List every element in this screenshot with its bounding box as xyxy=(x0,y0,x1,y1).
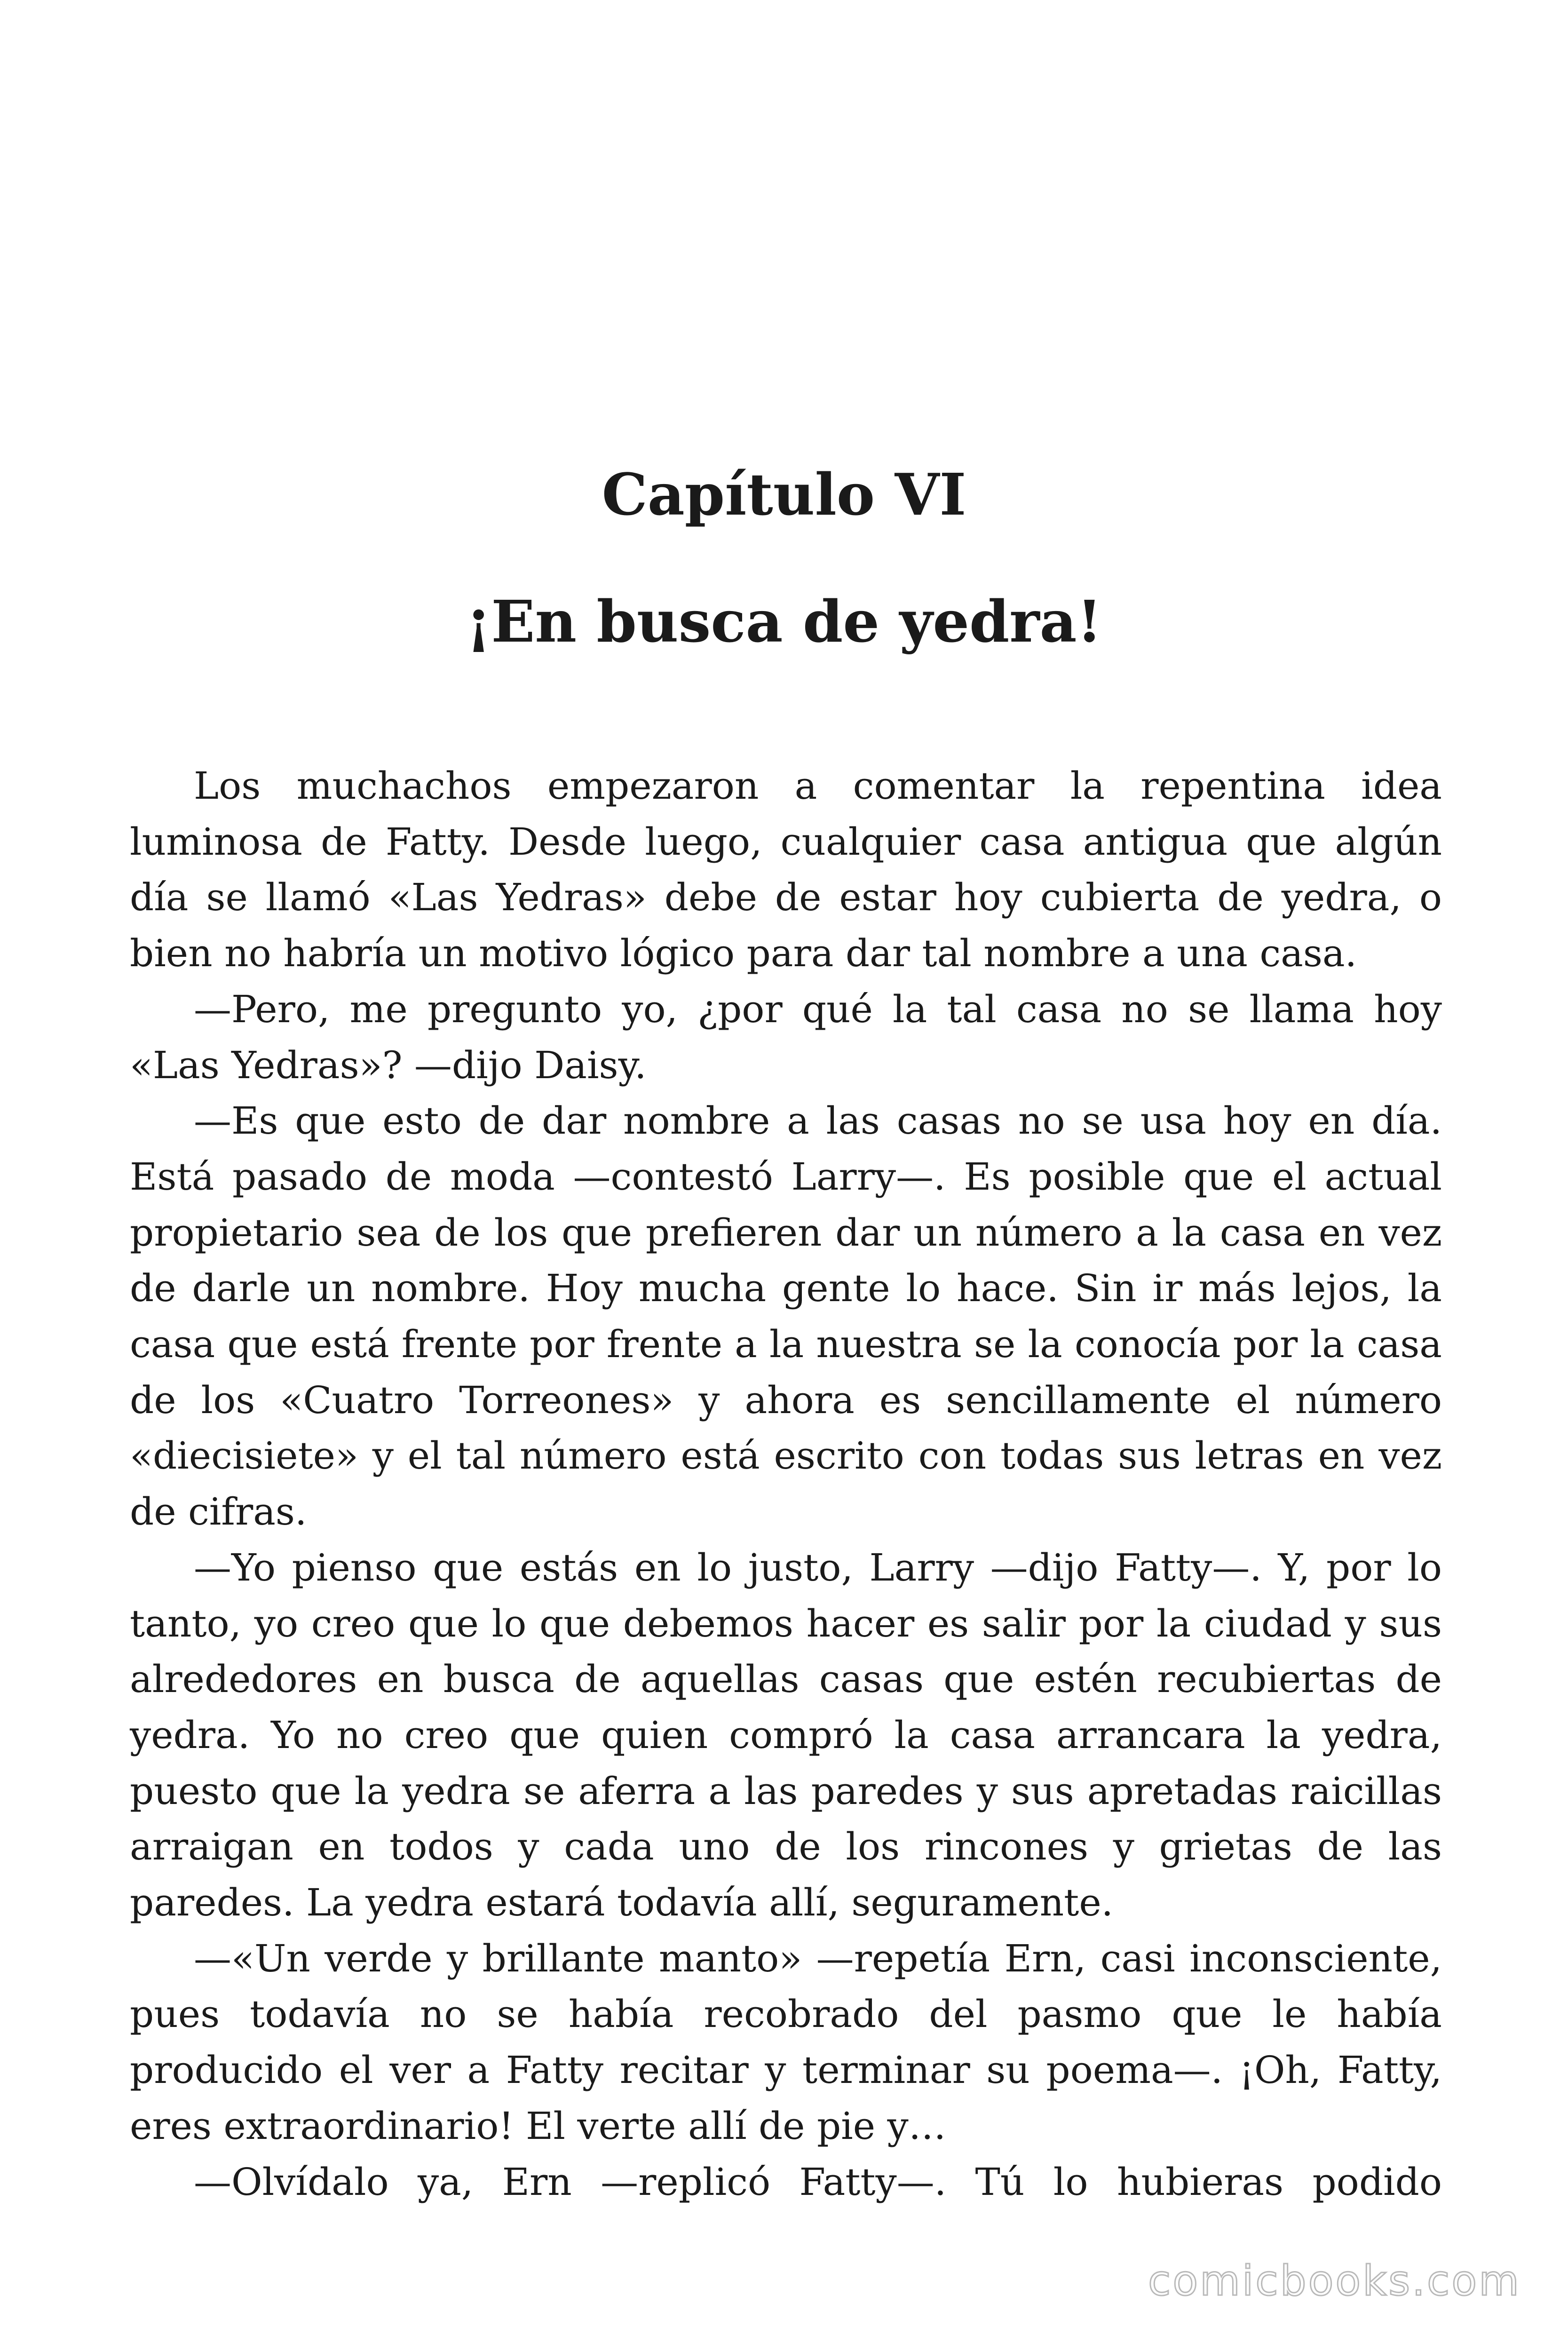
paragraph: —Yo pienso que estás en lo justo, Larry —dijo Fatty—. Y, por lo tanto, yo creo que lo que debemos hacer es salir por la ciudad y sus alrededores en busca de aquellas casas que estén recubiertas de yedra. Yo no creo que quien compró la casa arrancara la yedra, puesto que la yedra se aferra a las paredes y sus apretadas raicillas arraigan en todos y cada uno de los rincones y grietas de las paredes. La yedra estará todavía allí, seguramente. xyxy=(130,1545,1442,1925)
paragraph: —Pero, me pregunto yo, ¿por qué la tal casa no se llama hoy «Las Yedras»? —dijo Daisy. xyxy=(130,987,1442,1087)
watermark-text: comicbooks.com xyxy=(1148,2257,1521,2305)
chapter-number: Capítulo VI xyxy=(602,461,966,528)
paragraph: —Olvídalo ya, Ern —replicó Fatty—. Tú lo hubieras podido xyxy=(194,2160,1442,2204)
chapter-title: ¡En busca de yedra! xyxy=(466,588,1102,655)
chapter-body xyxy=(130,758,1442,2210)
paragraph: —Es que esto de dar nombre a las casas no se usa hoy en día. Está pasado de moda —contestó Larry—. Es posible que el actual propietario sea de los que prefieren dar un número a la casa en vez de darle un nombre. Hoy mucha gente lo hace. Sin ir más lejos, la casa que está frente por frente a la nuestra se la conocía por la casa de los «Cuatro Torreones» y ahora es sencillamente el número «diecisiete» y el tal número está escrito con todas sus letras en vez de cifras. xyxy=(130,1099,1442,1534)
paragraph: —«Un verde y brillante manto» —repetía Ern, casi inconsciente, pues todavía no se había recobrado del pasmo que le había producido el ver a Fatty recitar y terminar su poema—. ¡Oh, Fatty, eres extraordinario! El verte allí de pie y… xyxy=(130,1936,1442,2148)
paragraph: Los muchachos empezaron a comentar la repentina idea luminosa de Fatty. Desde luego, cualquier casa antigua que algún día se llamó «Las Yedras» debe de estar hoy cubierta de yedra, o bien no habría un motivo lógico para dar tal nombre a una casa. xyxy=(130,764,1442,976)
